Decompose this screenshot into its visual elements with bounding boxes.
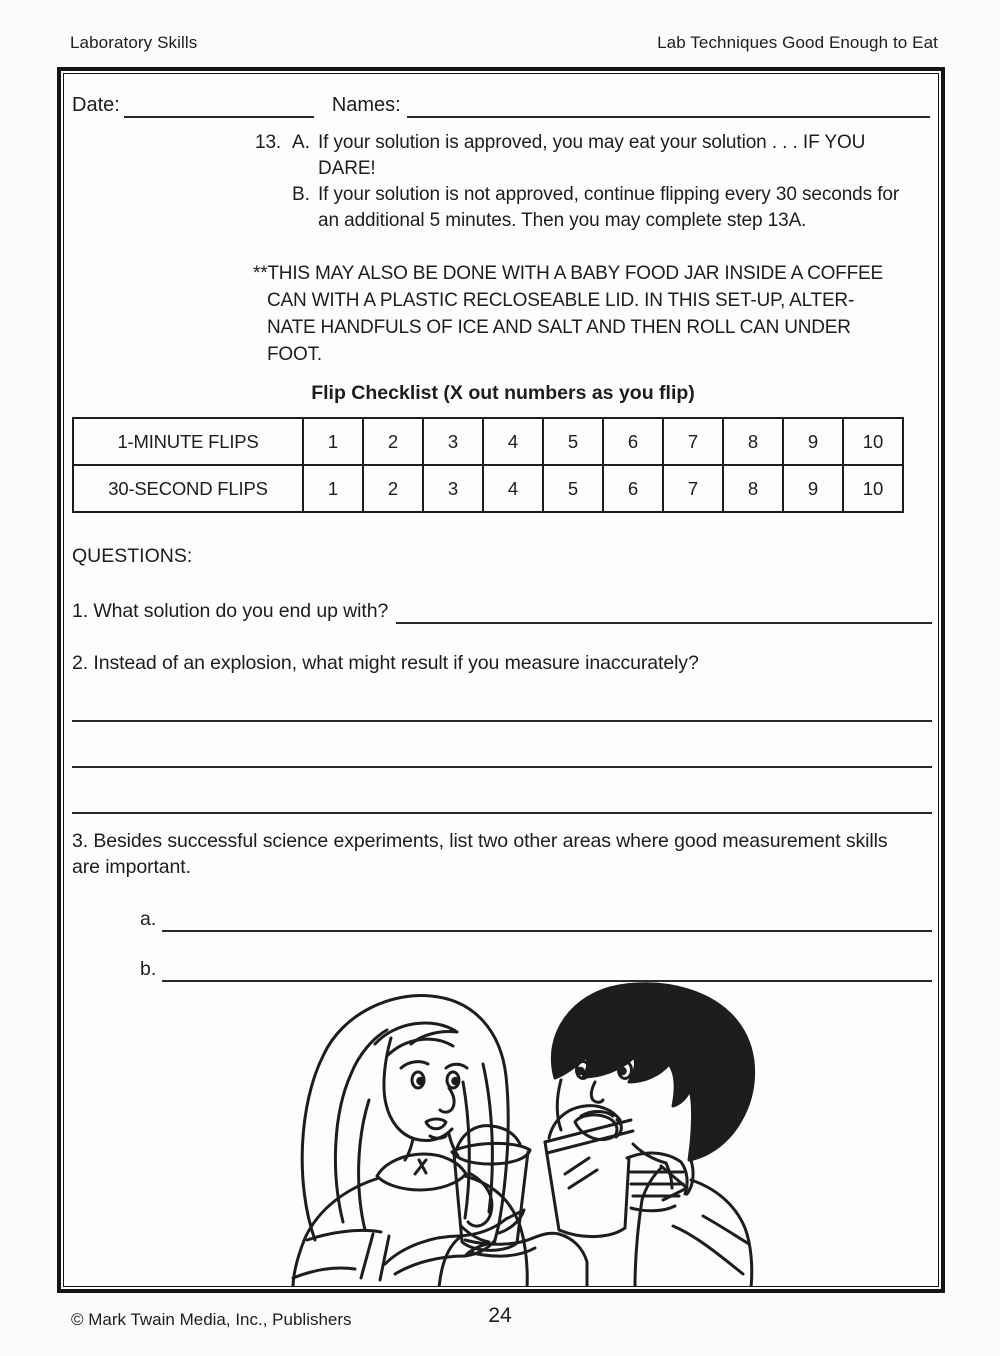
table-row: [73, 418, 903, 465]
flip-checklist-title: Flip Checklist (X out numbers as you flip): [311, 382, 695, 404]
names-label: Names:: [331, 94, 401, 116]
children-eating-ice-cream-illustration: [243, 982, 763, 1287]
flip-cell: 4: [483, 418, 543, 465]
flip-cell: 7: [663, 418, 723, 465]
note-line: CAN WITH A PLASTIC RECLOSEABLE LID. IN THIS SET-UP, ALTER-: [267, 290, 855, 311]
question-3: [72, 828, 934, 880]
flip-cell: 10: [843, 418, 903, 465]
questions-heading: QUESTIONS:: [72, 545, 193, 567]
flip-cell: 2: [363, 465, 423, 512]
running-head-right: Lab Techniques Good Enough to Eat: [657, 33, 938, 52]
step-13a-letter: A.: [292, 132, 310, 153]
answer-line: [72, 720, 932, 722]
flip-cell: 6: [603, 418, 663, 465]
flip-cell: 5: [543, 465, 603, 512]
flip-cell: 4: [483, 465, 543, 512]
row-label: 1-MINUTE FLIPS: [73, 418, 303, 465]
illustration: [72, 982, 934, 1287]
row-label: 30-SECOND FLIPS: [73, 465, 303, 512]
date-label: Date:: [72, 94, 120, 116]
flip-cell: 1: [303, 465, 363, 512]
flip-cell: 6: [603, 465, 663, 512]
step-13b-letter: B.: [292, 184, 310, 205]
question-3a: [140, 906, 934, 932]
question-1: [72, 598, 934, 624]
question-2: 2. Instead of an explosion, what might result if you measure inaccurately?: [72, 652, 699, 674]
date-names-row: [72, 92, 934, 118]
step-13a-text-line1: If your solution is approved, you may eat your solution . . . IF YOU: [318, 132, 866, 153]
flip-cell: 2: [363, 418, 423, 465]
question-3-line2: are important.: [72, 856, 191, 878]
step-13b: [255, 182, 934, 234]
step-13b-text-line1: If your solution is not approved, continue flipping every 30 seconds for: [318, 184, 900, 205]
page-footer: [0, 1304, 1000, 1344]
step-13b-text-line2: an additional 5 minutes. Then you may complete step 13A.: [318, 210, 807, 231]
question-3a-answer-line: [162, 908, 932, 932]
running-head: [70, 33, 938, 53]
step-13a-text-line2: DARE!: [318, 158, 376, 179]
question-3a-label: a.: [140, 908, 157, 930]
flip-cell: 3: [423, 418, 483, 465]
flip-cell: 7: [663, 465, 723, 512]
step-13a: [255, 130, 934, 182]
date-blank-line: [124, 94, 314, 118]
question-3b: [140, 956, 934, 982]
flip-checklist-table: [72, 417, 904, 513]
answer-line: [72, 766, 932, 768]
flip-cell: 1: [303, 418, 363, 465]
question-1-answer-line: [396, 600, 932, 624]
running-head-left: Laboratory Skills: [70, 33, 198, 52]
note-line: NATE HANDFULS OF ICE AND SALT AND THEN ROLL CAN UNDER: [267, 317, 851, 338]
worksheet-frame: [57, 67, 945, 1293]
names-blank-line: [407, 94, 930, 118]
alternate-method-note: [253, 260, 934, 368]
note-line: **THIS MAY ALSO BE DONE WITH A BABY FOOD JAR INSIDE A COFFEE: [253, 263, 883, 284]
flip-cell: 9: [783, 465, 843, 512]
question-3b-answer-line: [162, 958, 932, 982]
step-number: 13.: [255, 132, 282, 153]
table-row: [73, 465, 903, 512]
worksheet-content: [63, 73, 939, 1287]
flip-cell: 8: [723, 465, 783, 512]
copyright-notice: © Mark Twain Media, Inc., Publishers: [71, 1310, 352, 1329]
question-3-line1: 3. Besides successful science experiments, list two other areas where good measurement skills: [72, 830, 888, 852]
question-3b-label: b.: [140, 958, 157, 980]
page-number: 24: [488, 1304, 512, 1327]
flip-cell: 3: [423, 465, 483, 512]
answer-line: [72, 812, 932, 814]
step-13: [255, 130, 934, 234]
question-1-text: 1. What solution do you end up with?: [72, 600, 389, 622]
note-line: FOOT.: [267, 344, 322, 365]
flip-cell: 8: [723, 418, 783, 465]
flip-cell: 10: [843, 465, 903, 512]
flip-cell: 5: [543, 418, 603, 465]
flip-cell: 9: [783, 418, 843, 465]
